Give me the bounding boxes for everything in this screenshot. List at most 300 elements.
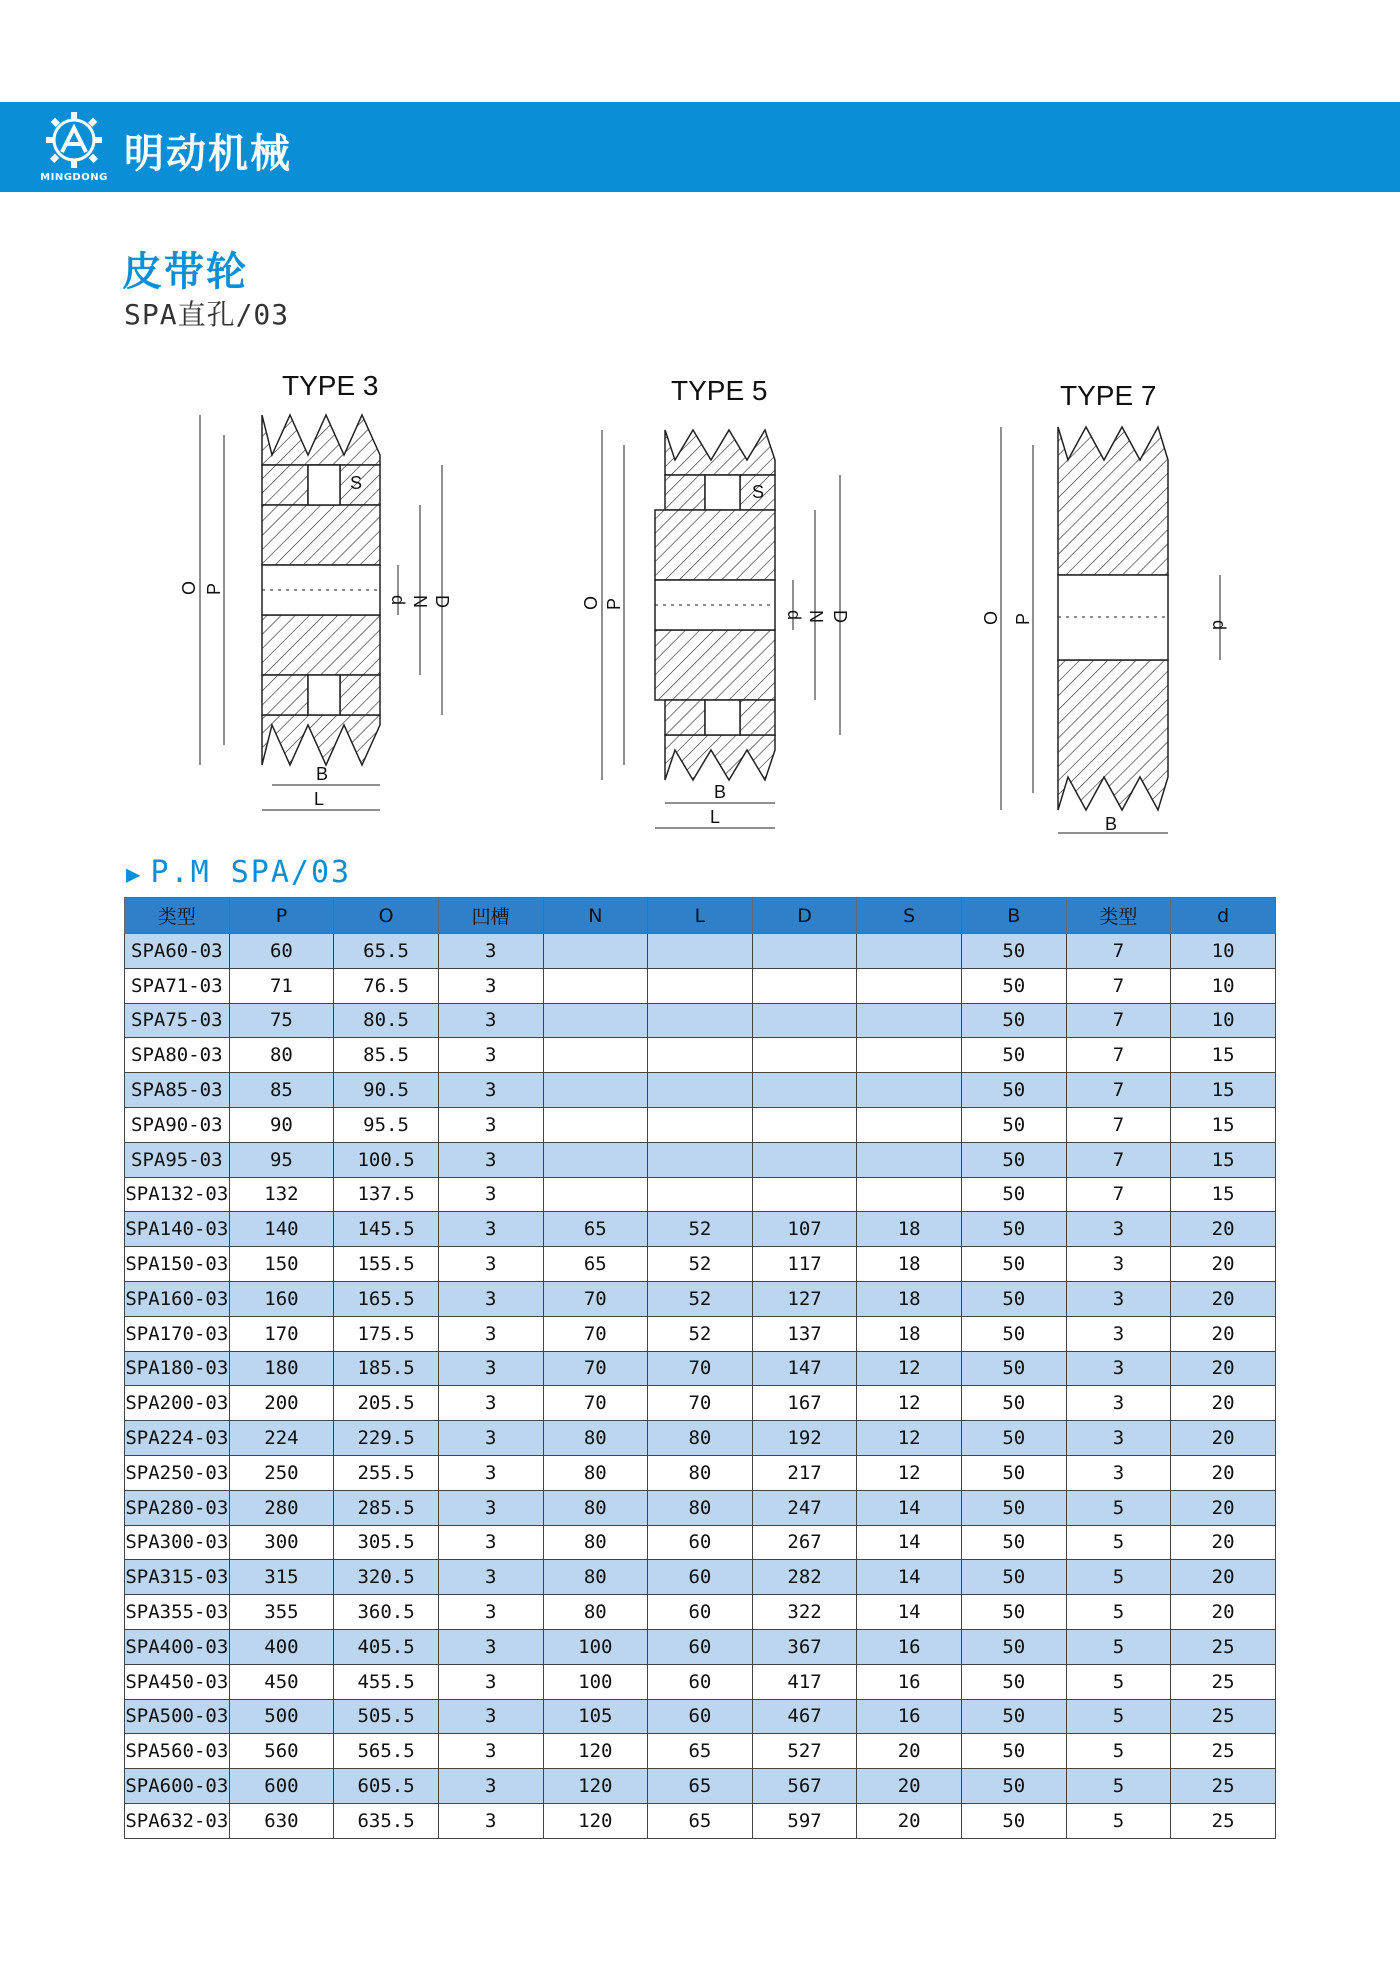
table-cell: 80.5 — [334, 1003, 439, 1038]
table-cell: 50 — [962, 1490, 1067, 1525]
table-row — [125, 1316, 1276, 1351]
table-cell: SPA250-03 — [125, 1455, 230, 1490]
table-body — [125, 934, 1276, 1839]
mingdong-logo — [32, 110, 116, 186]
table-cell: 15 — [1171, 1073, 1276, 1108]
table-cell: 255.5 — [334, 1455, 439, 1490]
table-cell: 70 — [543, 1281, 648, 1316]
table-cell: 50 — [962, 1316, 1067, 1351]
table-cell: 70 — [543, 1386, 648, 1421]
table-cell: 150 — [229, 1247, 334, 1282]
table-cell: 5 — [1066, 1525, 1171, 1560]
table-cell — [752, 1142, 857, 1177]
table-cell: 15 — [1171, 1142, 1276, 1177]
column-header: N — [543, 898, 648, 934]
column-header: L — [648, 898, 753, 934]
table-cell: 20 — [1171, 1421, 1276, 1456]
table-cell: 3 — [438, 1803, 543, 1838]
table-cell: 267 — [752, 1525, 857, 1560]
table-cell: SPA355-03 — [125, 1595, 230, 1630]
dim-D-label: D — [830, 610, 850, 623]
table-cell: 300 — [229, 1525, 334, 1560]
table-cell: 20 — [857, 1803, 962, 1838]
table-cell: 80 — [543, 1525, 648, 1560]
table-cell: SPA200-03 — [125, 1386, 230, 1421]
table-cell: 10 — [1171, 968, 1276, 1003]
table-cell: 15 — [1171, 1038, 1276, 1073]
table-cell: 229.5 — [334, 1421, 439, 1456]
table-cell: 3 — [1066, 1351, 1171, 1386]
table-cell: 14 — [857, 1525, 962, 1560]
header-bar — [0, 102, 1400, 192]
table-row — [125, 1038, 1276, 1073]
table-cell: 25 — [1171, 1664, 1276, 1699]
table-cell: 3 — [438, 1386, 543, 1421]
table-cell: 282 — [752, 1560, 857, 1595]
table-cell: 10 — [1171, 934, 1276, 969]
dim-N-label: N — [410, 595, 430, 608]
table-cell: SPA280-03 — [125, 1490, 230, 1525]
table-row — [125, 1490, 1276, 1525]
table-cell: 160 — [229, 1281, 334, 1316]
table-cell: 65 — [648, 1734, 753, 1769]
table-cell: 3 — [438, 1316, 543, 1351]
table-cell: 20 — [1171, 1595, 1276, 1630]
table-cell: 20 — [857, 1769, 962, 1804]
table-cell: 600 — [229, 1769, 334, 1804]
table-row — [125, 1803, 1276, 1838]
table-cell: 80 — [543, 1595, 648, 1630]
table-cell: SPA400-03 — [125, 1629, 230, 1664]
table-cell: 70 — [543, 1316, 648, 1351]
table-cell — [543, 1073, 648, 1108]
table-cell: 367 — [752, 1629, 857, 1664]
table-cell: 20 — [1171, 1386, 1276, 1421]
table-cell: 605.5 — [334, 1769, 439, 1804]
table-cell: 25 — [1171, 1629, 1276, 1664]
table-row — [125, 1664, 1276, 1699]
column-header: 类型 — [125, 898, 230, 934]
table-cell: 3 — [438, 1455, 543, 1490]
table-cell: SPA80-03 — [125, 1038, 230, 1073]
table-cell: 50 — [962, 1003, 1067, 1038]
dim-O-label: O — [981, 610, 1001, 625]
table-cell: 50 — [962, 1142, 1067, 1177]
table-cell: 400 — [229, 1629, 334, 1664]
column-header: 类型 — [1066, 898, 1171, 934]
table-cell: 107 — [752, 1212, 857, 1247]
table-cell — [752, 1073, 857, 1108]
table-cell: 75 — [229, 1003, 334, 1038]
page-title: 皮带轮 — [122, 249, 248, 295]
table-cell: 3 — [438, 1003, 543, 1038]
table-cell: 3 — [438, 1664, 543, 1699]
table-cell: 70 — [543, 1351, 648, 1386]
table-cell: 20 — [1171, 1490, 1276, 1525]
table-cell: 80 — [229, 1038, 334, 1073]
table-cell — [752, 968, 857, 1003]
table-cell: SPA95-03 — [125, 1142, 230, 1177]
table-cell: SPA160-03 — [125, 1281, 230, 1316]
table-cell: 3 — [438, 1107, 543, 1142]
table-cell: 567 — [752, 1769, 857, 1804]
table-cell: 7 — [1066, 1073, 1171, 1108]
table-cell: 3 — [1066, 1247, 1171, 1282]
table-cell: 18 — [857, 1316, 962, 1351]
dim-S-label: S — [752, 482, 765, 502]
section-title-text: P.M SPA/03 — [150, 855, 352, 890]
table-cell: 3 — [438, 1247, 543, 1282]
table-cell: 3 — [438, 1560, 543, 1595]
table-cell: 70 — [648, 1351, 753, 1386]
brand-name: 明动机械 — [124, 131, 292, 177]
table-cell: 205.5 — [334, 1386, 439, 1421]
table-cell: 15 — [1171, 1107, 1276, 1142]
table-cell: SPA300-03 — [125, 1525, 230, 1560]
table-row — [125, 1386, 1276, 1421]
table-cell: 247 — [752, 1490, 857, 1525]
table-cell — [857, 1142, 962, 1177]
table-cell: 50 — [962, 1699, 1067, 1734]
table-cell: 3 — [438, 1490, 543, 1525]
table-cell: 14 — [857, 1560, 962, 1595]
table-cell: 25 — [1171, 1769, 1276, 1804]
table-cell: SPA71-03 — [125, 968, 230, 1003]
table-cell: 417 — [752, 1664, 857, 1699]
table-cell: 315 — [229, 1560, 334, 1595]
table-cell — [648, 1142, 753, 1177]
table-cell: 85.5 — [334, 1038, 439, 1073]
table-cell: 5 — [1066, 1664, 1171, 1699]
table-cell: 405.5 — [334, 1629, 439, 1664]
table-cell: SPA560-03 — [125, 1734, 230, 1769]
type7-label: TYPE 7 — [1060, 380, 1157, 411]
table-cell: 65 — [648, 1769, 753, 1804]
table-cell — [648, 968, 753, 1003]
table-cell: 3 — [438, 968, 543, 1003]
table-cell: 322 — [752, 1595, 857, 1630]
column-header: D — [752, 898, 857, 934]
table-cell: 5 — [1066, 1560, 1171, 1595]
table-cell: 505.5 — [334, 1699, 439, 1734]
table-cell: 52 — [648, 1316, 753, 1351]
gear-logo-icon — [32, 110, 116, 172]
table-cell: 3 — [438, 1525, 543, 1560]
table-cell: 60 — [229, 934, 334, 969]
table-cell: 80 — [648, 1421, 753, 1456]
table-cell — [857, 968, 962, 1003]
column-header: 凹槽 — [438, 898, 543, 934]
table-cell: 250 — [229, 1455, 334, 1490]
table-cell: SPA132-03 — [125, 1177, 230, 1212]
table-cell: 3 — [438, 1351, 543, 1386]
table-cell: 16 — [857, 1664, 962, 1699]
table-cell — [857, 1107, 962, 1142]
table-cell: 175.5 — [334, 1316, 439, 1351]
table-cell: 14 — [857, 1595, 962, 1630]
table-cell: 50 — [962, 1664, 1067, 1699]
table-cell: 3 — [438, 1281, 543, 1316]
table-row — [125, 1177, 1276, 1212]
table-cell: 65 — [648, 1803, 753, 1838]
table-cell: 25 — [1171, 1699, 1276, 1734]
table-cell — [648, 1073, 753, 1108]
table-cell: 65.5 — [334, 934, 439, 969]
table-row — [125, 1281, 1276, 1316]
table-cell: 3 — [1066, 1386, 1171, 1421]
table-cell: SPA180-03 — [125, 1351, 230, 1386]
table-cell: 145.5 — [334, 1212, 439, 1247]
table-cell: 100 — [543, 1629, 648, 1664]
table-row — [125, 1699, 1276, 1734]
table-row — [125, 1073, 1276, 1108]
table-cell: 50 — [962, 968, 1067, 1003]
table-cell: 50 — [962, 1769, 1067, 1804]
spec-table — [124, 897, 1276, 1839]
table-cell — [857, 1003, 962, 1038]
logo-text: MINGDONG — [40, 172, 108, 183]
table-cell: 16 — [857, 1629, 962, 1664]
column-header: B — [962, 898, 1067, 934]
table-cell: 3 — [438, 1038, 543, 1073]
table-cell — [543, 1003, 648, 1038]
table-row — [125, 934, 1276, 969]
table-cell: 80 — [543, 1455, 648, 1490]
table-cell: 120 — [543, 1803, 648, 1838]
dim-D-label: D — [432, 595, 452, 608]
table-cell: 355 — [229, 1595, 334, 1630]
table-cell: 635.5 — [334, 1803, 439, 1838]
table-cell: SPA140-03 — [125, 1212, 230, 1247]
table-cell — [543, 1177, 648, 1212]
table-cell: 15 — [1171, 1177, 1276, 1212]
table-cell: 7 — [1066, 1107, 1171, 1142]
table-cell: 7 — [1066, 1038, 1171, 1073]
dim-B-label: B — [1105, 814, 1118, 834]
table-cell: 5 — [1066, 1803, 1171, 1838]
table-cell: 52 — [648, 1247, 753, 1282]
table-cell: 450 — [229, 1664, 334, 1699]
table-cell: 3 — [1066, 1316, 1171, 1351]
table-cell: 360.5 — [334, 1595, 439, 1630]
table-cell: 50 — [962, 1803, 1067, 1838]
table-cell: 65 — [543, 1247, 648, 1282]
table-cell: 16 — [857, 1699, 962, 1734]
table-cell: 50 — [962, 1595, 1067, 1630]
dim-L-label: L — [314, 789, 325, 809]
table-cell: 5 — [1066, 1769, 1171, 1804]
table-cell: 25 — [1171, 1734, 1276, 1769]
table-cell: 100.5 — [334, 1142, 439, 1177]
table-cell: 7 — [1066, 934, 1171, 969]
table-cell: 305.5 — [334, 1525, 439, 1560]
table-cell — [857, 1073, 962, 1108]
table-cell: 95 — [229, 1142, 334, 1177]
table-cell: 180 — [229, 1351, 334, 1386]
dim-B-label: B — [714, 782, 727, 802]
table-cell: 5 — [1066, 1490, 1171, 1525]
table-row — [125, 1421, 1276, 1456]
table-cell: 7 — [1066, 968, 1171, 1003]
table-cell — [648, 1038, 753, 1073]
table-cell: 20 — [1171, 1455, 1276, 1490]
dim-d-label: d — [1209, 620, 1229, 631]
table-cell: 80 — [648, 1490, 753, 1525]
table-cell: 560 — [229, 1734, 334, 1769]
type5-diagram — [580, 410, 880, 840]
table-cell — [752, 1177, 857, 1212]
table-cell: 280 — [229, 1490, 334, 1525]
column-header: S — [857, 898, 962, 934]
table-row — [125, 968, 1276, 1003]
table-cell: 3 — [438, 1629, 543, 1664]
table-cell — [543, 934, 648, 969]
table-cell: 467 — [752, 1699, 857, 1734]
table-cell: SPA75-03 — [125, 1003, 230, 1038]
table-cell: 455.5 — [334, 1664, 439, 1699]
table-cell: 20 — [1171, 1525, 1276, 1560]
table-cell: 20 — [1171, 1212, 1276, 1247]
table-cell: 117 — [752, 1247, 857, 1282]
table-cell: 3 — [438, 1177, 543, 1212]
table-cell: 3 — [438, 1212, 543, 1247]
table-cell: 3 — [438, 1142, 543, 1177]
table-cell: SPA600-03 — [125, 1769, 230, 1804]
table-cell — [543, 968, 648, 1003]
table-cell: 50 — [962, 1525, 1067, 1560]
table-cell: 60 — [648, 1560, 753, 1595]
table-cell: 630 — [229, 1803, 334, 1838]
dim-P-label: P — [1013, 612, 1033, 625]
table-cell: 60 — [648, 1664, 753, 1699]
table-cell — [752, 934, 857, 969]
table-cell: 50 — [962, 1038, 1067, 1073]
dim-B-label: B — [316, 764, 329, 784]
table-cell: 50 — [962, 934, 1067, 969]
table-cell: 18 — [857, 1212, 962, 1247]
table-cell: 3 — [438, 1073, 543, 1108]
table-cell: 12 — [857, 1421, 962, 1456]
table-cell: 20 — [1171, 1560, 1276, 1595]
table-cell: 120 — [543, 1769, 648, 1804]
table-cell — [543, 1107, 648, 1142]
table-cell — [648, 934, 753, 969]
table-header-row — [125, 898, 1276, 934]
table-cell: 3 — [438, 1769, 543, 1804]
table-cell: 85 — [229, 1073, 334, 1108]
table-cell: 100 — [543, 1664, 648, 1699]
table-cell: 50 — [962, 1386, 1067, 1421]
table-cell: 50 — [962, 1351, 1067, 1386]
table-cell: 7 — [1066, 1003, 1171, 1038]
table-row — [125, 1595, 1276, 1630]
dim-P-label: P — [604, 597, 624, 610]
table-cell: 20 — [857, 1734, 962, 1769]
table-cell: 10 — [1171, 1003, 1276, 1038]
table-cell: 565.5 — [334, 1734, 439, 1769]
table-cell: 60 — [648, 1525, 753, 1560]
table-cell: 90 — [229, 1107, 334, 1142]
type5-label: TYPE 5 — [671, 375, 768, 406]
table-row — [125, 1003, 1276, 1038]
table-cell: 50 — [962, 1212, 1067, 1247]
table-cell: 50 — [962, 1107, 1067, 1142]
dim-d-label: d — [784, 610, 804, 621]
table-row — [125, 1629, 1276, 1664]
table-cell: 285.5 — [334, 1490, 439, 1525]
table-cell: 3 — [438, 1699, 543, 1734]
column-header: d — [1171, 898, 1276, 934]
table-cell: 155.5 — [334, 1247, 439, 1282]
type3-label: TYPE 3 — [282, 370, 379, 401]
table-cell: 80 — [543, 1560, 648, 1595]
table-cell: 80 — [648, 1455, 753, 1490]
column-header: O — [334, 898, 439, 934]
dim-O-label: O — [581, 595, 601, 610]
table-cell: 3 — [438, 1421, 543, 1456]
table-cell: 50 — [962, 1455, 1067, 1490]
table-cell: 12 — [857, 1455, 962, 1490]
table-cell: 105 — [543, 1699, 648, 1734]
table-cell: 224 — [229, 1421, 334, 1456]
table-cell: 185.5 — [334, 1351, 439, 1386]
table-cell: 80 — [543, 1421, 648, 1456]
table-cell: 50 — [962, 1560, 1067, 1595]
table-cell: 20 — [1171, 1351, 1276, 1386]
table-cell: 597 — [752, 1803, 857, 1838]
table-cell: SPA90-03 — [125, 1107, 230, 1142]
table-cell: SPA150-03 — [125, 1247, 230, 1282]
table-cell — [543, 1038, 648, 1073]
table-cell: 3 — [438, 1595, 543, 1630]
table-cell: 3 — [1066, 1421, 1171, 1456]
table-cell: 50 — [962, 1281, 1067, 1316]
table-cell: 527 — [752, 1734, 857, 1769]
table-row — [125, 1734, 1276, 1769]
table-cell: 70 — [648, 1386, 753, 1421]
table-cell — [857, 1177, 962, 1212]
triangle-arrow-icon: ▶ — [126, 860, 143, 888]
table-row — [125, 1769, 1276, 1804]
table-cell — [752, 1038, 857, 1073]
table-cell: 90.5 — [334, 1073, 439, 1108]
table-cell — [543, 1142, 648, 1177]
dim-N-label: N — [806, 610, 826, 623]
table-cell: 3 — [1066, 1212, 1171, 1247]
table-cell: 500 — [229, 1699, 334, 1734]
dim-d-label: d — [388, 595, 408, 606]
table-cell: 200 — [229, 1386, 334, 1421]
table-cell: 3 — [438, 934, 543, 969]
table-cell: 50 — [962, 1629, 1067, 1664]
table-cell: 7 — [1066, 1142, 1171, 1177]
table-cell — [752, 1107, 857, 1142]
table-cell: 132 — [229, 1177, 334, 1212]
table-row — [125, 1107, 1276, 1142]
table-cell: 60 — [648, 1699, 753, 1734]
dim-S-label: S — [350, 473, 363, 493]
table-cell: 3 — [1066, 1455, 1171, 1490]
table-cell: 50 — [962, 1073, 1067, 1108]
table-row — [125, 1247, 1276, 1282]
table-row — [125, 1351, 1276, 1386]
table-cell: 50 — [962, 1734, 1067, 1769]
table-cell: 14 — [857, 1490, 962, 1525]
table-cell: 192 — [752, 1421, 857, 1456]
table-cell: SPA315-03 — [125, 1560, 230, 1595]
table-cell: 76.5 — [334, 968, 439, 1003]
table-cell — [648, 1107, 753, 1142]
